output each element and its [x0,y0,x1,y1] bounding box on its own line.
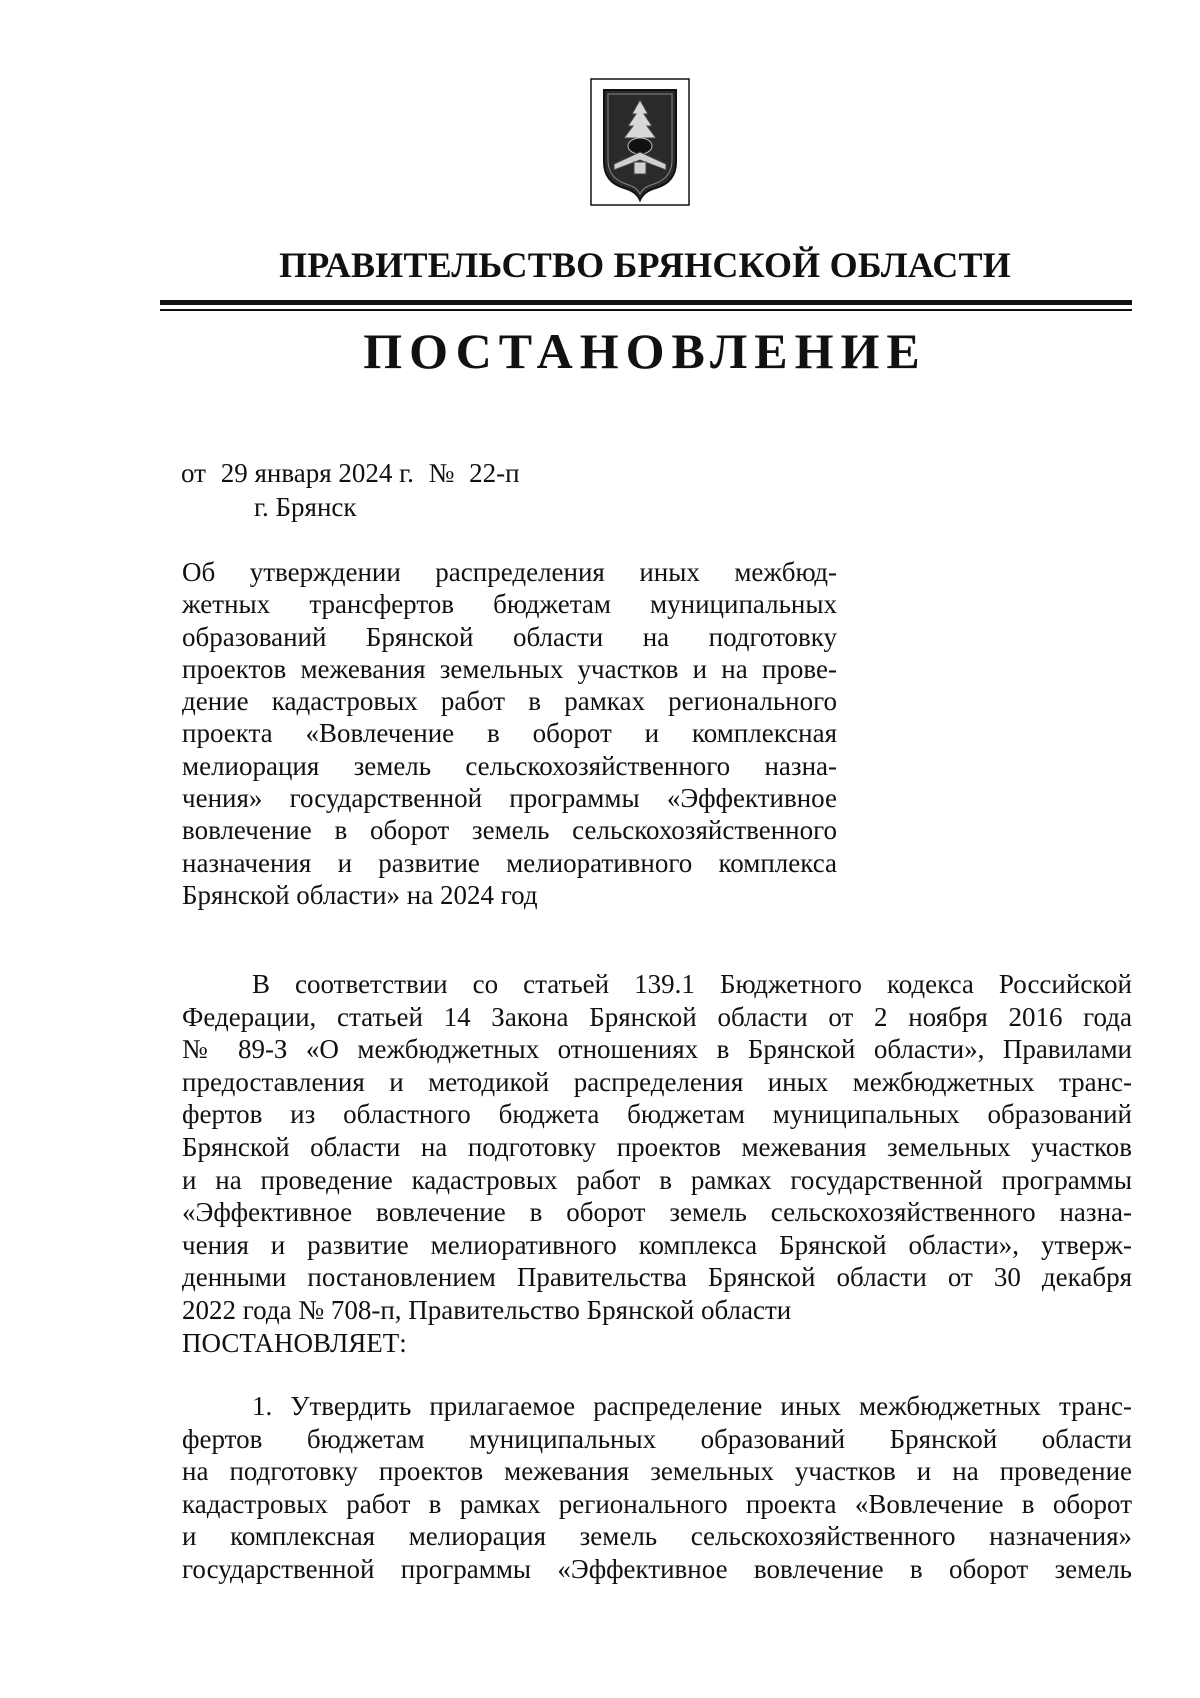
item-1-line: фертов бюджетам муниципальных образований Брянской области [182,1423,1132,1454]
preamble-line: предоставления и методикой распределения иных межбюджетных транс- [182,1066,1132,1097]
date-number-line [181,458,528,489]
decree-word: ПОСТАНОВЛЯЕТ: [182,1328,407,1358]
number-sign: № [428,458,455,488]
subject-line: вовлечение в оборот земель сельскохозяйственного [182,815,837,846]
preamble-line: Брянской области на подготовку проектов межевания земельных участков [182,1131,1132,1162]
header-rule-thick [160,300,1132,305]
document-date: 29 января 2024 г. [220,458,414,488]
document-subject [182,556,837,911]
header-rule-thin [160,309,1132,311]
document-city: г. Брянск [254,492,357,522]
item-1-line: и комплексная мелиорация земель сельскохозяйственного назначения» [182,1521,1132,1552]
subject-line: проектов межевания земельных участков и на прове- [182,653,837,684]
subject-line: проекта «Вовлечение в оборот и комплексная [182,718,837,749]
preamble-line: денными постановлением Правительства Брянской области от 30 декабря [182,1262,1132,1293]
item-1-line: на подготовку проектов межевания земельных участков и на проведение [182,1456,1132,1487]
subject-line: Брянской области» на 2024 год [182,879,538,910]
item-1-line: кадастровых работ в рамках регионального проекта «Вовлечение в оборот [182,1488,1132,1519]
preamble-line: «Эффективное вовлечение в оборот земель сельскохозяйственного назна- [182,1197,1132,1228]
subject-line: дение кадастровых работ в рамках регионального [182,686,837,717]
date-prefix: от [181,458,206,488]
preamble-paragraph [182,968,1132,1327]
preamble-line: чения и развитие мелиоративного комплекса Брянской области», утверж- [182,1229,1132,1260]
subject-line: образований Брянской области на подготовку [182,621,837,652]
item-1-line: 1. Утвердить прилагаемое распределение иных межбюджетных транс- [252,1391,1132,1421]
subject-line: мелиорация земель сельскохозяйственного назна- [182,750,837,781]
preamble-line: Федерации, статьей 14 Закона Брянской области от 2 ноября 2016 года [182,1001,1132,1032]
preamble-line: В соответствии со статьей 139.1 Бюджетного кодекса Российской [252,969,1132,999]
preamble-line: № 89-З «О межбюджетных отношениях в Брянской области», Правилами [182,1034,1132,1065]
subject-line: назначения и развитие мелиоративного комплекса [182,847,837,878]
preamble-line: 2022 года № 708-п, Правительство Брянской области [182,1294,792,1325]
subject-line: чения» государственной программы «Эффективное [182,783,837,814]
subject-line: Об утверждении распределения иных межбюд- [182,557,837,587]
document-number: 22-п [469,458,520,488]
item-1-paragraph [182,1390,1132,1586]
preamble-line: и на проведение кадастровых работ в рамках государственной программы [182,1164,1132,1195]
preamble-line: фертов из областного бюджета бюджетам муниципальных образований [182,1099,1132,1130]
subject-line: жетных трансфертов бюджетам муниципальных [182,589,837,620]
item-1-line: государственной программы «Эффективное вовлечение в оборот земель [182,1553,1132,1584]
document-type-title: ПОСТАНОВЛЕНИЕ [363,323,927,379]
organization-title: ПРАВИТЕЛЬСТВО БРЯНСКОЙ ОБЛАСТИ [279,245,1011,285]
coat-of-arms-emblem [590,78,690,206]
